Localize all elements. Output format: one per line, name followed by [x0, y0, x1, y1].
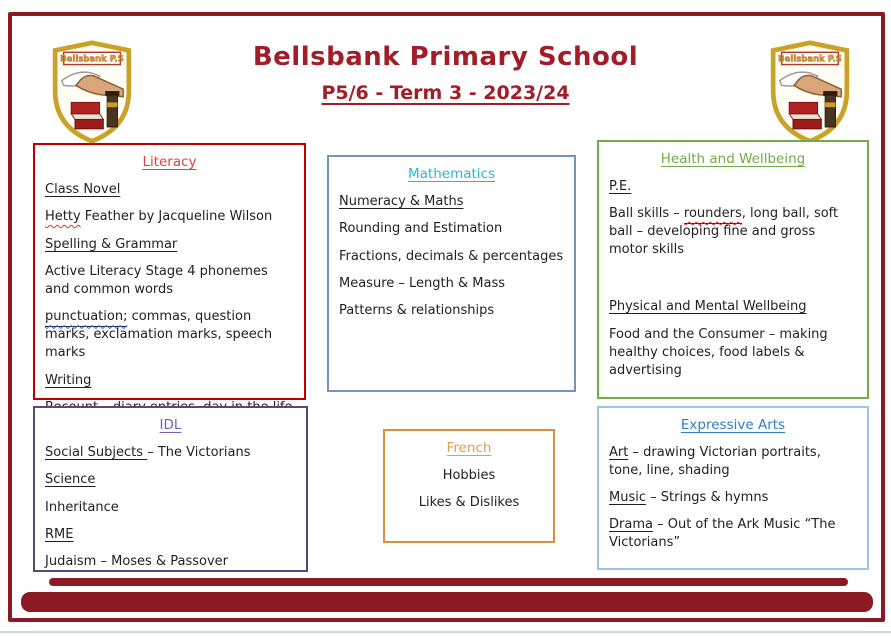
spellcheck-word: Hetty — [45, 209, 81, 225]
crest-books — [71, 102, 103, 128]
hwb-wellbeing-body: Food and the Consumer – making healthy choices, food labels & advertising — [609, 326, 828, 378]
french-title: French — [446, 440, 492, 456]
idl-science-heading: Science — [45, 472, 96, 488]
crest-books — [789, 102, 821, 128]
arts-drama-line: Drama – Out of the Ark Music “The Victorians” — [609, 517, 836, 551]
hwb-wellbeing-heading: Physical and Mental Wellbeing — [609, 299, 807, 315]
expressive-arts-title: Expressive Arts — [680, 417, 786, 433]
french-topic: Hobbies — [442, 467, 496, 483]
idl-social-subjects: Social Subjects – The Victorians — [45, 444, 251, 460]
arts-art-line: Art – drawing Victorian portraits, tone, line, shading — [609, 444, 821, 478]
literacy-spelling-heading: Spelling & Grammar — [45, 236, 178, 252]
idl-box — [33, 406, 308, 572]
mathematics-title: Mathematics — [408, 166, 495, 182]
health-wellbeing-box — [597, 140, 869, 399]
mathematics-topic: Patterns & relationships — [339, 303, 495, 319]
mathematics-box — [327, 155, 576, 392]
mathematics-topic: Fractions, decimals & percentages — [339, 248, 564, 264]
crest-banner-text: Bellsbank P.S — [60, 54, 124, 65]
spellcheck-word: rounders — [684, 206, 742, 224]
page-subtitle: P5/6 - Term 3 - 2023/24 — [321, 82, 570, 104]
literacy-novel-text: Hetty Feather by Jacqueline Wilson — [45, 209, 273, 225]
idl-title: IDL — [159, 417, 182, 433]
blank-line-spacer — [609, 268, 857, 298]
grammarcheck-word: punctuation; — [45, 309, 127, 327]
hwb-pe-body: Ball skills – rounders, long ball, soft ball – developing fine and gross motor skills — [609, 206, 839, 257]
mathematics-topic: Measure – Length & Mass — [339, 275, 505, 291]
window-bottom-edge — [0, 631, 891, 633]
literacy-punctuation-text: punctuation; commas, question marks, exclamation marks, speech marks — [45, 309, 273, 361]
decorative-thick-maroon-bar — [21, 592, 873, 612]
literacy-class-novel-heading: Class Novel — [45, 181, 121, 197]
idl-rme-body: Judaism – Moses & Passover — [45, 554, 228, 570]
expressive-arts-box — [597, 406, 869, 570]
literacy-title: Literacy — [142, 154, 197, 170]
idl-science-body: Inheritance — [45, 499, 119, 515]
literacy-spelling-body: Active Literacy Stage 4 phonemes and common words — [45, 263, 268, 297]
idl-rme-heading: RME — [45, 526, 74, 542]
arts-music-line: Music – Strings & hymns — [609, 490, 769, 505]
health-wellbeing-title: Health and Wellbeing — [660, 151, 806, 167]
crest-banner-text: Bellsbank P.S — [778, 54, 842, 65]
french-box — [383, 429, 555, 543]
decorative-thin-maroon-bar — [49, 578, 848, 586]
mathematics-topic: Rounding and Estimation — [339, 221, 503, 237]
literacy-writing-heading: Writing — [45, 372, 92, 388]
french-topic: Likes & Dislikes — [418, 495, 520, 511]
page-title: Bellsbank Primary School — [252, 42, 639, 72]
literacy-box — [33, 143, 306, 400]
hwb-pe-heading: P.E. — [609, 178, 632, 194]
mathematics-heading: Numeracy & Maths — [339, 193, 464, 209]
